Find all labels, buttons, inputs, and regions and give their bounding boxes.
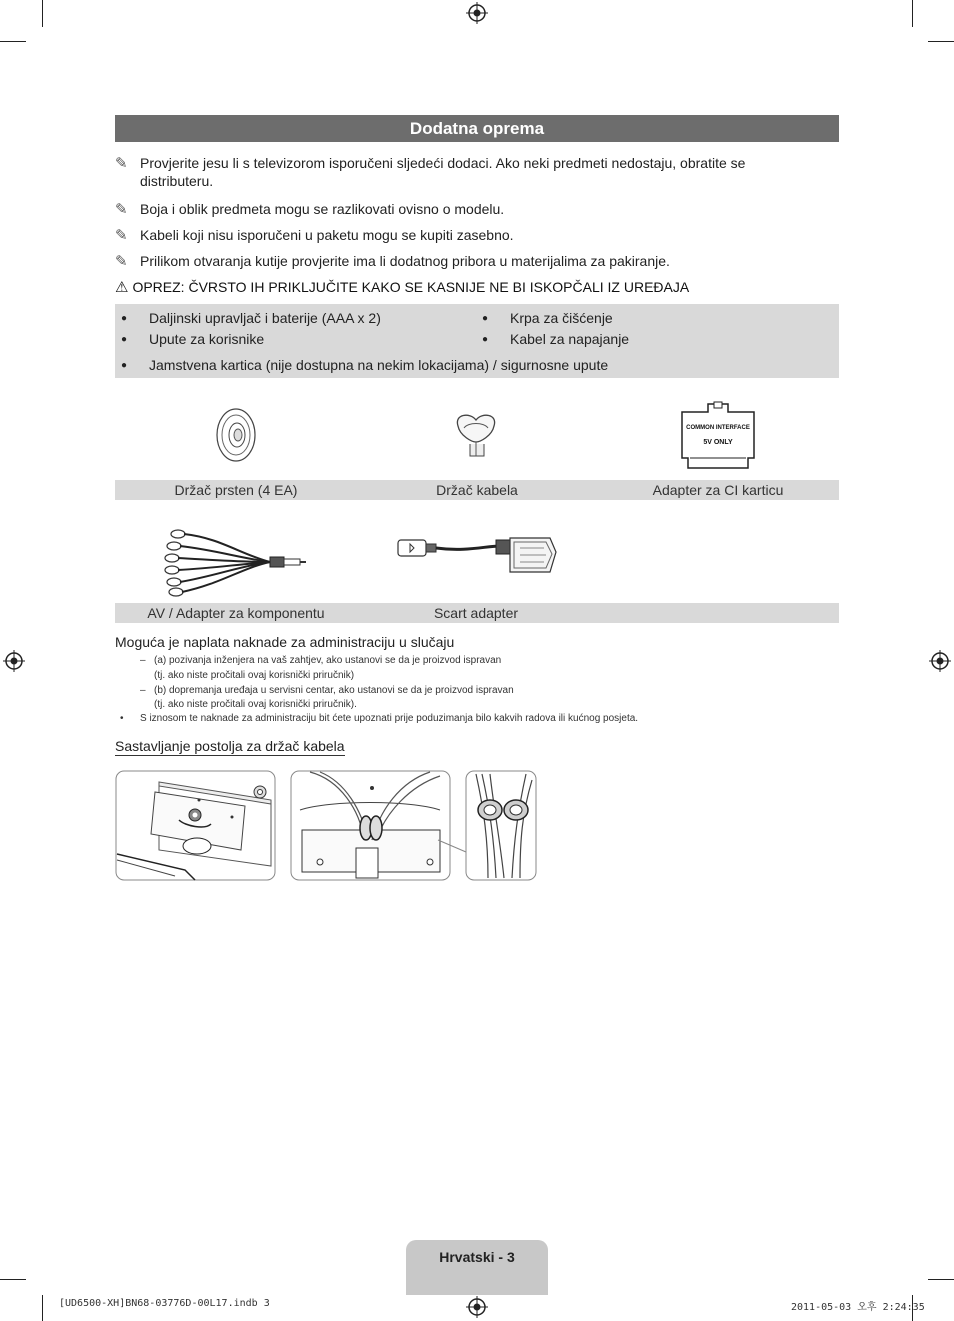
section-title: Dodatna oprema xyxy=(115,115,839,142)
admin-item-mark: – xyxy=(140,685,146,696)
list-item-text: Upute za korisnike xyxy=(149,331,265,347)
page-label-tab xyxy=(406,1240,548,1295)
registration-target-icon xyxy=(3,650,25,672)
caption: Scart adapter xyxy=(433,605,519,621)
warning-icon: ⚠ xyxy=(115,279,129,296)
crop-mark xyxy=(42,1295,43,1321)
note xyxy=(115,154,805,190)
bullet-icon: ● xyxy=(482,313,489,324)
pencil-note-icon: ✎ xyxy=(115,253,128,270)
crop-mark xyxy=(42,0,43,27)
registration-target-icon xyxy=(466,2,488,24)
note xyxy=(115,252,805,270)
list-item-text: Daljinski upravljač i baterije (AAA x 2) xyxy=(149,310,381,326)
admin-item-text: (b) dopremanja uređaja u servisni centar, ako ustanovi se da je proizvod ispravan xyxy=(154,685,514,696)
admin-item-text: (a) pozivanja inženjera na vaš zahtjev, ako ustanovi se da je proizvod ispravan xyxy=(154,655,502,666)
bullet-icon: ● xyxy=(121,334,128,345)
footer-file: [UD6500-XH]BN68-03776D-00L17.indb 3 xyxy=(59,1298,270,1309)
ci-adapter-label: COMMON INTERFACE xyxy=(686,425,750,431)
assembly-detail-image xyxy=(436,770,538,882)
page-label: Hrvatski - 3 xyxy=(439,1249,515,1265)
ci-card-adapter-image xyxy=(678,400,758,472)
scart-adapter-image xyxy=(396,528,558,580)
admin-item-mark: – xyxy=(140,655,146,666)
note-text: Kabeli koji nisu isporučeni u paketu mogu se kupiti zasebno. xyxy=(140,227,514,243)
assembly-step2-image xyxy=(290,770,452,882)
note xyxy=(115,200,805,218)
pencil-note-icon: ✎ xyxy=(115,155,128,172)
bullet-icon: ● xyxy=(121,360,128,371)
holder-ring-image xyxy=(212,406,260,464)
crop-mark xyxy=(928,1279,954,1280)
note-text: Boja i oblik predmeta mogu se razlikovati ovisno o modelu. xyxy=(140,201,505,217)
note xyxy=(115,226,805,244)
list-item-text: Jamstvena kartica (nije dostupna na nekim lokacijama) / sigurnosne upute xyxy=(149,357,609,373)
registration-target-icon xyxy=(466,1296,488,1318)
assembly-heading: Sastavljanje postolja za držač kabela xyxy=(115,738,345,754)
registration-target-icon xyxy=(929,650,951,672)
crop-mark xyxy=(912,0,913,27)
caption: Držač prsten (4 EA) xyxy=(174,482,298,498)
pencil-note-icon: ✎ xyxy=(115,227,128,244)
ci-adapter-label: 5V ONLY xyxy=(703,439,733,446)
cable-holder-image xyxy=(450,408,502,464)
admin-fee-heading: Moguća je naplata naknade za administraciju u slučaju xyxy=(115,634,455,650)
admin-item-mark: • xyxy=(120,713,124,724)
note-text: Prilikom otvaranja kutije provjerite ima li dodatnog pribora u materijalima za pakiranje. xyxy=(140,253,670,269)
caption: AV / Adapter za komponentu xyxy=(147,605,325,621)
crop-mark xyxy=(928,41,954,42)
footer-date: 2011-05-03 오후 2:24:35 xyxy=(791,1302,925,1313)
pencil-note-icon: ✎ xyxy=(115,201,128,218)
assembly-step1-image xyxy=(115,770,277,882)
admin-item-text: (tj. ako niste pročitali ovaj korisnički priručnik). xyxy=(154,699,357,710)
caption: Držač kabela xyxy=(436,482,518,498)
caution-line xyxy=(115,278,689,296)
caution-text: OPREZ: ČVRSTO IH PRIKLJUČITE KAKO SE KASNIJE NE BI ISKOPČALI IZ UREĐAJA xyxy=(132,279,690,295)
note-text: Provjerite jesu li s televizorom isporučeni sljedeći dodaci. Ako neki predmeti nedostaju, obratite se distributeru. xyxy=(140,155,746,189)
caption: Adapter za CI karticu xyxy=(652,482,784,498)
list-item-text: Kabel za napajanje xyxy=(510,331,630,347)
admin-item-text: (tj. ako niste pročitali ovaj korisnički priručnik) xyxy=(154,670,355,681)
bullet-icon: ● xyxy=(121,313,128,324)
crop-mark xyxy=(0,41,26,42)
bullet-icon: ● xyxy=(482,334,489,345)
admin-item-text: S iznosom te naknade za administraciju bit ćete upoznati prije poduzimanja bilo kakvih radova ili kućnog posjeta. xyxy=(140,713,639,724)
av-component-adapter-image xyxy=(160,524,308,598)
list-item-text: Krpa za čišćenje xyxy=(510,310,613,326)
crop-mark xyxy=(0,1279,26,1280)
